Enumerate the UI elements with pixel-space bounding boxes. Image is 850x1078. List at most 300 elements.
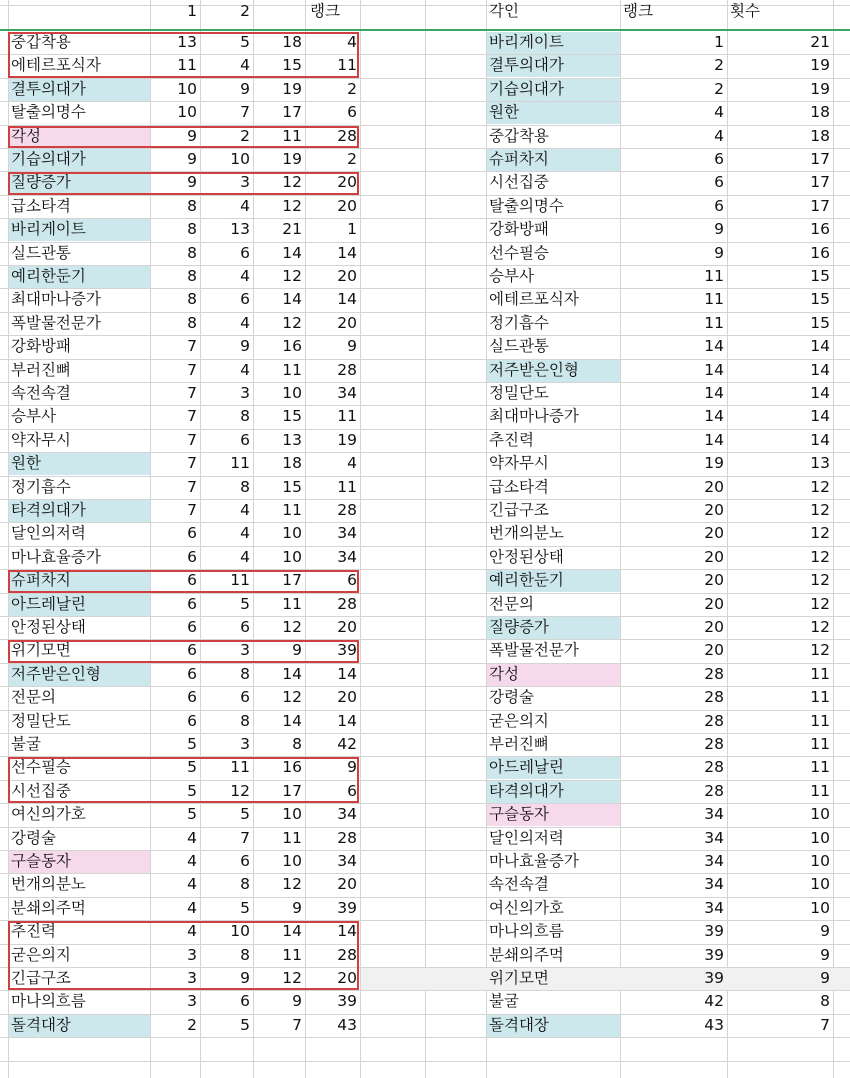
left-cell[interactable]: 6 bbox=[240, 290, 250, 308]
left-cell[interactable]: 3 bbox=[240, 173, 250, 191]
left-cell[interactable]: 안정된상태 bbox=[11, 618, 86, 636]
right-cell[interactable]: 28 bbox=[704, 665, 724, 683]
right-cell[interactable]: 20 bbox=[704, 618, 724, 636]
left-cell[interactable]: 6 bbox=[347, 782, 357, 800]
left-cell[interactable]: 21 bbox=[282, 220, 302, 238]
right-cell[interactable]: 예리한둔기 bbox=[489, 571, 564, 589]
left-cell[interactable]: 43 bbox=[337, 1016, 357, 1034]
left-cell[interactable]: 4 bbox=[187, 922, 197, 940]
left-cell[interactable]: 3 bbox=[240, 641, 250, 659]
left-cell[interactable]: 실드관통 bbox=[11, 244, 71, 262]
left-cell[interactable]: 14 bbox=[337, 290, 357, 308]
right-cell[interactable]: 13 bbox=[810, 454, 830, 472]
right-cell[interactable]: 19 bbox=[810, 56, 830, 74]
left-cell[interactable]: 4 bbox=[187, 852, 197, 870]
right-cell[interactable]: 28 bbox=[704, 758, 724, 776]
left-cell[interactable]: 7 bbox=[187, 478, 197, 496]
left-cell[interactable]: 11 bbox=[282, 361, 302, 379]
right-cell[interactable]: 34 bbox=[704, 829, 724, 847]
left-cell[interactable]: 5 bbox=[240, 595, 250, 613]
right-cell[interactable]: 안정된상태 bbox=[489, 548, 564, 566]
left-cell[interactable]: 19 bbox=[337, 431, 357, 449]
left-cell[interactable]: 9 bbox=[187, 127, 197, 145]
left-cell[interactable]: 5 bbox=[240, 1016, 250, 1034]
left-cell[interactable]: 4 bbox=[347, 454, 357, 472]
right-cell[interactable]: 20 bbox=[704, 524, 724, 542]
left-cell[interactable]: 11 bbox=[282, 595, 302, 613]
right-cell[interactable]: 14 bbox=[704, 384, 724, 402]
right-cell[interactable]: 4 bbox=[714, 127, 724, 145]
left-cell[interactable]: 4 bbox=[240, 548, 250, 566]
left-cell[interactable]: 18 bbox=[282, 33, 302, 51]
right-cell[interactable]: 1 bbox=[714, 33, 724, 51]
right-cell[interactable]: 42 bbox=[704, 992, 724, 1010]
left-cell[interactable]: 16 bbox=[282, 758, 302, 776]
left-cell[interactable]: 기습의대가 bbox=[11, 150, 86, 168]
right-cell[interactable]: 강령술 bbox=[489, 688, 534, 706]
right-cell[interactable]: 12 bbox=[810, 618, 830, 636]
right-cell[interactable]: 부러진뼈 bbox=[489, 735, 549, 753]
left-cell[interactable]: 7 bbox=[187, 337, 197, 355]
left-cell[interactable]: 10 bbox=[282, 524, 302, 542]
left-cell[interactable]: 8 bbox=[240, 478, 250, 496]
right-cell[interactable]: 결투의대가 bbox=[489, 56, 564, 74]
right-cell[interactable]: 14 bbox=[704, 407, 724, 425]
left-cell[interactable]: 위기모면 bbox=[11, 641, 71, 659]
right-cell[interactable]: 기습의대가 bbox=[489, 80, 564, 98]
left-cell[interactable]: 마나효율증가 bbox=[11, 548, 101, 566]
left-cell[interactable]: 11 bbox=[282, 501, 302, 519]
right-cell[interactable]: 9 bbox=[820, 946, 830, 964]
left-cell[interactable]: 19 bbox=[282, 80, 302, 98]
right-cell[interactable]: 15 bbox=[810, 267, 830, 285]
left-cell[interactable]: 9 bbox=[240, 80, 250, 98]
right-cell[interactable]: 21 bbox=[810, 33, 830, 51]
left-cell[interactable]: 10 bbox=[177, 80, 197, 98]
left-cell[interactable]: 28 bbox=[337, 501, 357, 519]
left-cell[interactable]: 선수필승 bbox=[11, 758, 71, 776]
left-cell[interactable]: 28 bbox=[337, 127, 357, 145]
left-cell[interactable]: 질량증가 bbox=[11, 173, 71, 191]
left-cell[interactable]: 6 bbox=[347, 103, 357, 121]
right-cell[interactable]: 10 bbox=[810, 852, 830, 870]
left-cell[interactable]: 11 bbox=[230, 758, 250, 776]
left-cell[interactable]: 12 bbox=[282, 875, 302, 893]
right-cell[interactable]: 질량증가 bbox=[489, 618, 549, 636]
left-cell[interactable]: 6 bbox=[240, 852, 250, 870]
right-cell[interactable]: 6 bbox=[714, 197, 724, 215]
right-cell[interactable]: 8 bbox=[820, 992, 830, 1010]
left-cell[interactable]: 5 bbox=[240, 899, 250, 917]
right-cell[interactable]: 18 bbox=[810, 127, 830, 145]
left-cell[interactable]: 3 bbox=[187, 946, 197, 964]
left-cell[interactable]: 14 bbox=[337, 244, 357, 262]
right-cell[interactable]: 9 bbox=[820, 969, 830, 987]
right-cell[interactable]: 분쇄의주먹 bbox=[489, 946, 564, 964]
left-cell[interactable]: 전문의 bbox=[11, 688, 56, 706]
right-cell[interactable]: 바리게이트 bbox=[489, 33, 564, 51]
left-cell[interactable]: 7 bbox=[187, 361, 197, 379]
left-cell[interactable]: 급소타격 bbox=[11, 197, 71, 215]
right-cell[interactable]: 실드관통 bbox=[489, 337, 549, 355]
right-cell[interactable]: 급소타격 bbox=[489, 478, 549, 496]
left-cell[interactable]: 34 bbox=[337, 548, 357, 566]
right-cell[interactable]: 정기흡수 bbox=[489, 314, 549, 332]
left-cell[interactable]: 10 bbox=[282, 852, 302, 870]
right-cell[interactable]: 불굴 bbox=[489, 992, 519, 1010]
left-cell[interactable]: 6 bbox=[240, 688, 250, 706]
left-cell[interactable]: 20 bbox=[337, 618, 357, 636]
right-cell[interactable]: 34 bbox=[704, 899, 724, 917]
left-cell[interactable]: 8 bbox=[240, 407, 250, 425]
left-cell[interactable]: 4 bbox=[240, 524, 250, 542]
left-cell[interactable]: 12 bbox=[230, 782, 250, 800]
right-cell[interactable]: 중갑착용 bbox=[489, 127, 549, 145]
left-cell[interactable]: 4 bbox=[240, 56, 250, 74]
right-cell[interactable]: 17 bbox=[810, 197, 830, 215]
left-cell[interactable]: 13 bbox=[177, 33, 197, 51]
left-cell[interactable]: 아드레날린 bbox=[11, 595, 86, 613]
right-cell[interactable]: 승부사 bbox=[489, 267, 534, 285]
right-cell[interactable]: 19 bbox=[810, 80, 830, 98]
left-cell[interactable]: 8 bbox=[187, 314, 197, 332]
left-cell[interactable]: 20 bbox=[337, 267, 357, 285]
left-cell[interactable]: 승부사 bbox=[11, 407, 56, 425]
right-cell[interactable]: 18 bbox=[810, 103, 830, 121]
right-cell[interactable]: 10 bbox=[810, 899, 830, 917]
left-cell[interactable]: 8 bbox=[187, 290, 197, 308]
right-cell[interactable]: 9 bbox=[714, 220, 724, 238]
left-cell[interactable]: 4 bbox=[187, 829, 197, 847]
right-cell[interactable]: 위기모면 bbox=[489, 969, 549, 987]
left-cell[interactable]: 8 bbox=[187, 244, 197, 262]
right-cell[interactable]: 14 bbox=[810, 431, 830, 449]
left-cell[interactable]: 11 bbox=[337, 407, 357, 425]
right-cell[interactable]: 14 bbox=[810, 384, 830, 402]
right-cell[interactable]: 20 bbox=[704, 641, 724, 659]
right-cell[interactable]: 마나효율증가 bbox=[489, 852, 579, 870]
right-cell[interactable]: 10 bbox=[810, 829, 830, 847]
right-cell[interactable]: 마나의흐름 bbox=[489, 922, 564, 940]
left-cell[interactable]: 12 bbox=[282, 267, 302, 285]
left-cell[interactable]: 28 bbox=[337, 595, 357, 613]
right-cell[interactable]: 슈퍼차지 bbox=[489, 150, 549, 168]
left-cell[interactable]: 20 bbox=[337, 173, 357, 191]
right-cell[interactable]: 9 bbox=[820, 922, 830, 940]
right-cell[interactable]: 10 bbox=[810, 805, 830, 823]
left-cell[interactable]: 10 bbox=[230, 150, 250, 168]
left-cell[interactable]: 원한 bbox=[11, 454, 41, 472]
left-cell[interactable]: 4 bbox=[240, 361, 250, 379]
right-cell[interactable]: 6 bbox=[714, 173, 724, 191]
right-cell[interactable]: 20 bbox=[704, 478, 724, 496]
left-cell[interactable]: 5 bbox=[240, 33, 250, 51]
left-cell[interactable]: 9 bbox=[240, 969, 250, 987]
left-cell[interactable]: 6 bbox=[187, 641, 197, 659]
left-cell[interactable]: 4 bbox=[187, 875, 197, 893]
left-cell[interactable]: 12 bbox=[282, 173, 302, 191]
left-cell[interactable]: 20 bbox=[337, 314, 357, 332]
right-cell[interactable]: 시선집중 bbox=[489, 173, 549, 191]
left-cell[interactable]: 에테르포식자 bbox=[11, 56, 101, 74]
left-cell[interactable]: 3 bbox=[240, 735, 250, 753]
left-cell[interactable]: 마나의흐름 bbox=[11, 992, 86, 1010]
left-cell[interactable]: 14 bbox=[282, 665, 302, 683]
left-cell[interactable]: 19 bbox=[282, 150, 302, 168]
right-cell[interactable]: 달인의저력 bbox=[489, 829, 564, 847]
left-cell[interactable]: 6 bbox=[187, 595, 197, 613]
right-cell[interactable]: 9 bbox=[714, 244, 724, 262]
left-cell[interactable]: 8 bbox=[240, 946, 250, 964]
left-cell[interactable]: 39 bbox=[337, 641, 357, 659]
left-cell[interactable]: 8 bbox=[240, 712, 250, 730]
left-cell[interactable]: 구슬동자 bbox=[11, 852, 71, 870]
left-cell[interactable]: 13 bbox=[230, 220, 250, 238]
left-cell[interactable]: 15 bbox=[282, 56, 302, 74]
left-cell[interactable]: 12 bbox=[282, 618, 302, 636]
left-cell[interactable]: 39 bbox=[337, 992, 357, 1010]
left-cell[interactable]: 28 bbox=[337, 829, 357, 847]
right-cell[interactable]: 14 bbox=[704, 361, 724, 379]
left-cell[interactable]: 6 bbox=[240, 431, 250, 449]
left-cell[interactable]: 10 bbox=[282, 548, 302, 566]
right-cell[interactable]: 28 bbox=[704, 782, 724, 800]
left-cell[interactable]: 2 bbox=[187, 1016, 197, 1034]
left-cell[interactable]: 6 bbox=[187, 571, 197, 589]
right-cell[interactable]: 11 bbox=[810, 712, 830, 730]
left-cell[interactable]: 14 bbox=[282, 712, 302, 730]
right-cell[interactable]: 타격의대가 bbox=[489, 782, 564, 800]
left-cell[interactable]: 14 bbox=[337, 712, 357, 730]
left-cell[interactable]: 3 bbox=[187, 992, 197, 1010]
left-cell[interactable]: 9 bbox=[292, 899, 302, 917]
left-cell[interactable]: 34 bbox=[337, 384, 357, 402]
right-cell[interactable]: 19 bbox=[704, 454, 724, 472]
left-cell[interactable]: 12 bbox=[282, 314, 302, 332]
right-cell[interactable]: 39 bbox=[704, 946, 724, 964]
left-cell[interactable]: 10 bbox=[282, 805, 302, 823]
right-cell[interactable]: 정밀단도 bbox=[489, 384, 549, 402]
left-cell[interactable]: 15 bbox=[282, 478, 302, 496]
left-cell[interactable]: 7 bbox=[292, 1016, 302, 1034]
right-cell[interactable]: 20 bbox=[704, 501, 724, 519]
right-cell[interactable]: 20 bbox=[704, 571, 724, 589]
right-cell[interactable]: 12 bbox=[810, 571, 830, 589]
left-cell[interactable]: 강령술 bbox=[11, 829, 56, 847]
left-cell[interactable]: 34 bbox=[337, 524, 357, 542]
left-cell[interactable]: 39 bbox=[337, 899, 357, 917]
left-cell[interactable]: 17 bbox=[282, 571, 302, 589]
right-cell[interactable]: 4 bbox=[714, 103, 724, 121]
left-cell[interactable]: 7 bbox=[187, 431, 197, 449]
right-cell[interactable]: 12 bbox=[810, 548, 830, 566]
left-cell[interactable]: 4 bbox=[240, 314, 250, 332]
right-cell[interactable]: 강화방패 bbox=[489, 220, 549, 238]
right-cell[interactable]: 에테르포식자 bbox=[489, 290, 579, 308]
left-cell[interactable]: 여신의가호 bbox=[11, 805, 86, 823]
left-cell[interactable]: 9 bbox=[347, 758, 357, 776]
right-cell[interactable]: 구슬동자 bbox=[489, 805, 549, 823]
right-cell[interactable]: 전문의 bbox=[489, 595, 534, 613]
left-cell[interactable]: 7 bbox=[240, 829, 250, 847]
left-cell[interactable]: 7 bbox=[240, 103, 250, 121]
left-cell[interactable]: 7 bbox=[187, 407, 197, 425]
right-cell[interactable]: 탈출의명수 bbox=[489, 197, 564, 215]
left-cell[interactable]: 16 bbox=[282, 337, 302, 355]
left-cell[interactable]: 34 bbox=[337, 805, 357, 823]
left-cell[interactable]: 7 bbox=[187, 501, 197, 519]
left-cell[interactable]: 8 bbox=[240, 875, 250, 893]
left-cell[interactable]: 12 bbox=[282, 197, 302, 215]
left-cell[interactable]: 번개의분노 bbox=[11, 875, 86, 893]
right-cell[interactable]: 속전속결 bbox=[489, 875, 549, 893]
right-cell[interactable]: 추진력 bbox=[489, 431, 534, 449]
right-cell[interactable]: 12 bbox=[810, 641, 830, 659]
right-cell[interactable]: 11 bbox=[704, 267, 724, 285]
right-cell[interactable]: 39 bbox=[704, 969, 724, 987]
right-cell[interactable]: 12 bbox=[810, 595, 830, 613]
right-cell[interactable]: 아드레날린 bbox=[489, 758, 564, 776]
left-cell[interactable]: 18 bbox=[282, 454, 302, 472]
left-cell[interactable]: 3 bbox=[187, 969, 197, 987]
left-cell[interactable]: 20 bbox=[337, 688, 357, 706]
left-cell[interactable]: 슈퍼차지 bbox=[11, 571, 71, 589]
right-cell[interactable]: 굳은의지 bbox=[489, 712, 549, 730]
left-cell[interactable]: 8 bbox=[187, 197, 197, 215]
right-cell[interactable]: 11 bbox=[810, 758, 830, 776]
right-cell[interactable]: 약자무시 bbox=[489, 454, 549, 472]
left-cell[interactable]: 5 bbox=[187, 805, 197, 823]
left-cell[interactable]: 14 bbox=[337, 665, 357, 683]
left-cell[interactable]: 분쇄의주먹 bbox=[11, 899, 86, 917]
right-cell[interactable]: 10 bbox=[810, 875, 830, 893]
left-cell[interactable]: 5 bbox=[187, 758, 197, 776]
right-cell[interactable]: 긴급구조 bbox=[489, 501, 549, 519]
left-cell[interactable]: 42 bbox=[337, 735, 357, 753]
left-cell[interactable]: 5 bbox=[240, 805, 250, 823]
left-cell[interactable]: 속전속결 bbox=[11, 384, 71, 402]
right-cell[interactable]: 17 bbox=[810, 150, 830, 168]
right-cell[interactable]: 20 bbox=[704, 595, 724, 613]
left-cell[interactable]: 8 bbox=[292, 735, 302, 753]
left-cell[interactable]: 예리한둔기 bbox=[11, 267, 86, 285]
left-cell[interactable]: 6 bbox=[187, 548, 197, 566]
left-cell[interactable]: 14 bbox=[282, 922, 302, 940]
left-cell[interactable]: 10 bbox=[230, 922, 250, 940]
right-cell[interactable]: 11 bbox=[810, 688, 830, 706]
left-cell[interactable]: 8 bbox=[240, 665, 250, 683]
left-cell[interactable]: 7 bbox=[187, 454, 197, 472]
left-cell[interactable]: 8 bbox=[187, 220, 197, 238]
left-cell[interactable]: 2 bbox=[347, 150, 357, 168]
right-cell[interactable]: 최대마나증가 bbox=[489, 407, 579, 425]
left-cell[interactable]: 5 bbox=[187, 735, 197, 753]
left-cell[interactable]: 8 bbox=[187, 267, 197, 285]
left-cell[interactable]: 20 bbox=[337, 875, 357, 893]
left-cell[interactable]: 최대마나증가 bbox=[11, 290, 101, 308]
right-cell[interactable]: 11 bbox=[704, 314, 724, 332]
left-cell[interactable]: 11 bbox=[177, 56, 197, 74]
left-cell[interactable]: 6 bbox=[187, 524, 197, 542]
right-cell[interactable]: 6 bbox=[714, 150, 724, 168]
right-cell[interactable]: 28 bbox=[704, 735, 724, 753]
right-cell[interactable]: 11 bbox=[810, 735, 830, 753]
left-cell[interactable]: 시선집중 bbox=[11, 782, 71, 800]
left-cell[interactable]: 타격의대가 bbox=[11, 501, 86, 519]
left-cell[interactable]: 9 bbox=[240, 337, 250, 355]
left-cell[interactable]: 9 bbox=[187, 173, 197, 191]
left-cell[interactable]: 9 bbox=[347, 337, 357, 355]
right-cell[interactable]: 15 bbox=[810, 290, 830, 308]
left-cell[interactable]: 불굴 bbox=[11, 735, 41, 753]
right-cell[interactable]: 11 bbox=[704, 290, 724, 308]
left-cell[interactable]: 추진력 bbox=[11, 922, 56, 940]
left-cell[interactable]: 강화방패 bbox=[11, 337, 71, 355]
left-cell[interactable]: 2 bbox=[347, 80, 357, 98]
left-cell[interactable]: 결투의대가 bbox=[11, 80, 86, 98]
left-cell[interactable]: 3 bbox=[240, 384, 250, 402]
left-cell[interactable]: 바리게이트 bbox=[11, 220, 86, 238]
right-cell[interactable]: 여신의가호 bbox=[489, 899, 564, 917]
left-cell[interactable]: 11 bbox=[337, 56, 357, 74]
left-cell[interactable]: 2 bbox=[240, 127, 250, 145]
left-cell[interactable]: 15 bbox=[282, 407, 302, 425]
left-cell[interactable]: 14 bbox=[282, 244, 302, 262]
left-cell[interactable]: 11 bbox=[337, 478, 357, 496]
left-cell[interactable]: 4 bbox=[240, 267, 250, 285]
right-cell[interactable]: 14 bbox=[704, 337, 724, 355]
right-cell[interactable]: 17 bbox=[810, 173, 830, 191]
right-cell[interactable]: 34 bbox=[704, 875, 724, 893]
right-cell[interactable]: 28 bbox=[704, 712, 724, 730]
right-cell[interactable]: 각성 bbox=[489, 665, 519, 683]
left-cell[interactable]: 14 bbox=[282, 290, 302, 308]
left-cell[interactable]: 17 bbox=[282, 103, 302, 121]
right-cell[interactable]: 14 bbox=[810, 337, 830, 355]
left-cell[interactable]: 11 bbox=[230, 571, 250, 589]
left-cell[interactable]: 굳은의지 bbox=[11, 946, 71, 964]
right-cell[interactable]: 12 bbox=[810, 478, 830, 496]
right-cell[interactable]: 34 bbox=[704, 852, 724, 870]
right-cell[interactable]: 12 bbox=[810, 501, 830, 519]
left-cell[interactable]: 12 bbox=[282, 969, 302, 987]
left-cell[interactable]: 탈출의명수 bbox=[11, 103, 86, 121]
left-cell[interactable]: 긴급구조 bbox=[11, 969, 71, 987]
right-cell[interactable]: 원한 bbox=[489, 103, 519, 121]
right-cell[interactable]: 11 bbox=[810, 782, 830, 800]
left-cell[interactable]: 9 bbox=[292, 992, 302, 1010]
left-cell[interactable]: 20 bbox=[337, 969, 357, 987]
left-cell[interactable]: 4 bbox=[240, 197, 250, 215]
left-cell[interactable]: 34 bbox=[337, 852, 357, 870]
left-cell[interactable]: 28 bbox=[337, 946, 357, 964]
right-cell[interactable]: 선수필승 bbox=[489, 244, 549, 262]
left-cell[interactable]: 5 bbox=[187, 782, 197, 800]
left-cell[interactable]: 1 bbox=[347, 220, 357, 238]
left-cell[interactable]: 11 bbox=[282, 946, 302, 964]
left-cell[interactable]: 부러진뼈 bbox=[11, 361, 71, 379]
left-cell[interactable]: 11 bbox=[282, 127, 302, 145]
left-cell[interactable]: 저주받은인형 bbox=[11, 665, 101, 683]
right-cell[interactable]: 폭발물전문가 bbox=[489, 641, 579, 659]
left-cell[interactable]: 6 bbox=[240, 992, 250, 1010]
right-cell[interactable]: 돌격대장 bbox=[489, 1016, 549, 1034]
right-cell[interactable]: 34 bbox=[704, 805, 724, 823]
left-cell[interactable]: 각성 bbox=[11, 127, 41, 145]
right-cell[interactable]: 번개의분노 bbox=[489, 524, 564, 542]
right-cell[interactable]: 39 bbox=[704, 922, 724, 940]
right-cell[interactable]: 43 bbox=[704, 1016, 724, 1034]
